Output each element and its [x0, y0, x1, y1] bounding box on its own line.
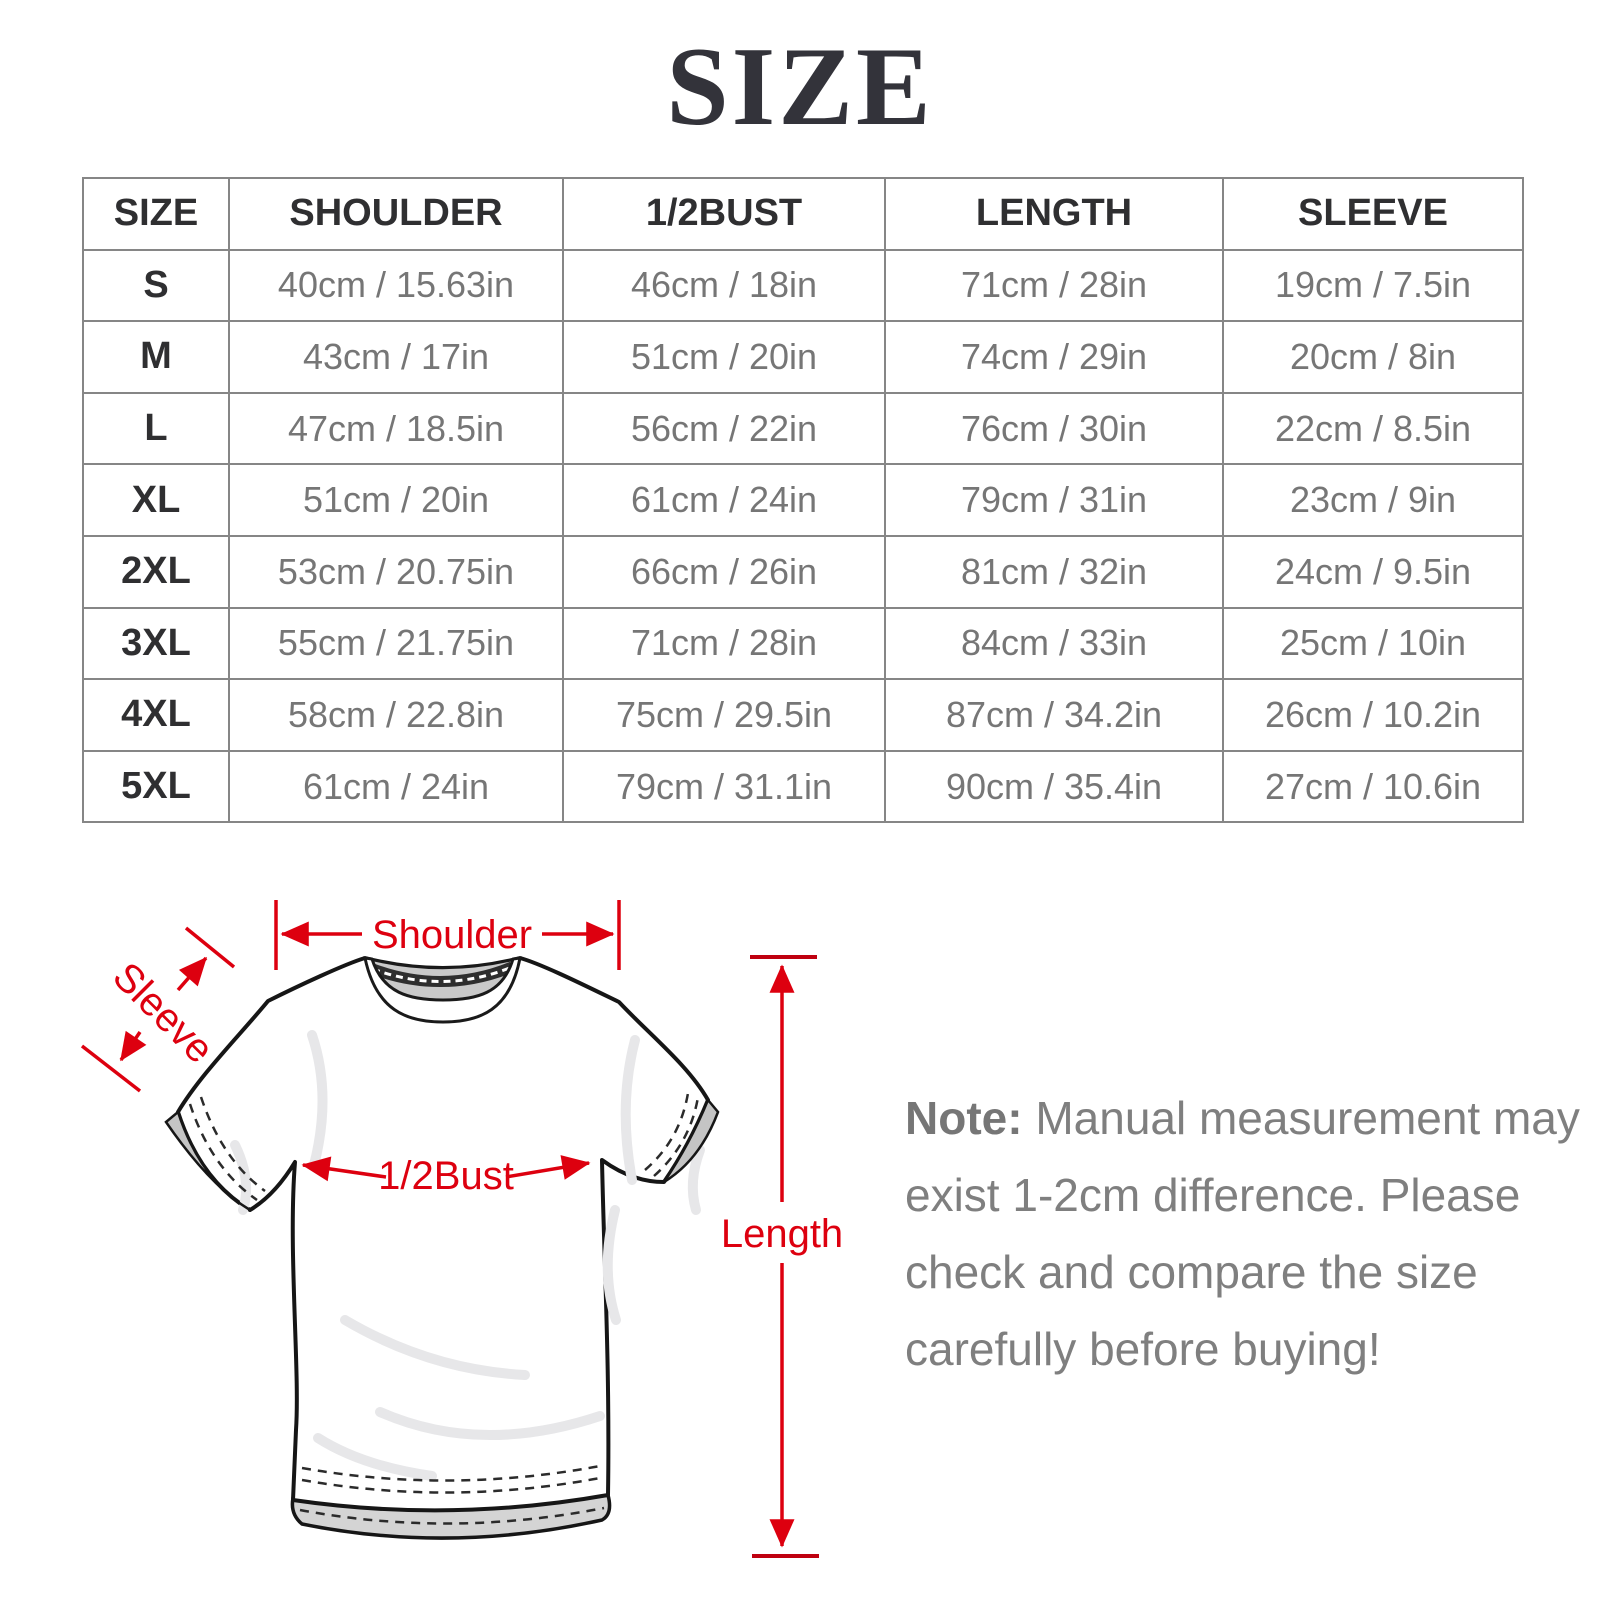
table-row: [83, 250, 1523, 322]
page-title: SIZE: [666, 25, 934, 149]
measurement-cell: 20cm / 8in: [1223, 321, 1523, 393]
size-row-label: 3XL: [83, 608, 229, 680]
measurement-cell: 53cm / 20.75in: [229, 536, 563, 608]
size-measurement-table: [82, 177, 1524, 823]
size-row-label: S: [83, 250, 229, 322]
note-prefix: Note:: [905, 1092, 1023, 1144]
sleeve-bottom-tick: [82, 1046, 140, 1091]
column-header: SHOULDER: [229, 178, 563, 250]
table-row: [83, 608, 1523, 680]
header-row: [83, 178, 1523, 250]
measurement-cell: 75cm / 29.5in: [563, 679, 885, 751]
measurement-cell: 26cm / 10.2in: [1223, 679, 1523, 751]
shoulder-measure: [276, 900, 619, 970]
measurement-cell: 79cm / 31.1in: [563, 751, 885, 823]
measurement-cell: 24cm / 9.5in: [1223, 536, 1523, 608]
note-line: exist 1-2cm difference. Please: [905, 1169, 1521, 1221]
half-bust-label: 1/2Bust: [378, 1154, 514, 1198]
table-body: [83, 250, 1523, 823]
note-line: check and compare the size: [905, 1246, 1478, 1298]
measurement-cell: 19cm / 7.5in: [1223, 250, 1523, 322]
measurement-cell: 90cm / 35.4in: [885, 751, 1223, 823]
measurement-cell: 66cm / 26in: [563, 536, 885, 608]
measurement-cell: 27cm / 10.6in: [1223, 751, 1523, 823]
measurement-cell: 81cm / 32in: [885, 536, 1223, 608]
measurement-cell: 46cm / 18in: [563, 250, 885, 322]
measurement-cell: 79cm / 31in: [885, 464, 1223, 536]
measurement-cell: 43cm / 17in: [229, 321, 563, 393]
sleeve-arrow-up: [178, 958, 206, 990]
table-row: [83, 464, 1523, 536]
sleeve-top-tick: [186, 928, 234, 967]
shoulder-label: Shoulder: [371, 913, 533, 957]
table-row: [83, 321, 1523, 393]
measurement-cell: 40cm / 15.63in: [229, 250, 563, 322]
sleeve-arrow-down: [121, 1032, 140, 1060]
column-header: LENGTH: [885, 178, 1223, 250]
sleeve-label: Sleeve: [104, 954, 222, 1072]
measurement-cell: 51cm / 20in: [229, 464, 563, 536]
tshirt-illustration: [166, 958, 718, 1538]
measurement-cell: 55cm / 21.75in: [229, 608, 563, 680]
table-header: [83, 178, 1523, 250]
column-header: 1/2BUST: [563, 178, 885, 250]
note-line: Note: Manual measurement may: [905, 1092, 1580, 1144]
size-row-label: 5XL: [83, 751, 229, 823]
measurement-cell: 47cm / 18.5in: [229, 393, 563, 465]
length-label: Length: [720, 1212, 844, 1256]
measurement-cell: 76cm / 30in: [885, 393, 1223, 465]
table-row: [83, 679, 1523, 751]
measurement-note: [905, 1080, 1580, 1388]
measurement-cell: 58cm / 22.8in: [229, 679, 563, 751]
measurement-cell: 74cm / 29in: [885, 321, 1223, 393]
tshirt-measurement-diagram: [60, 850, 920, 1600]
measurement-cell: 61cm / 24in: [563, 464, 885, 536]
size-row-label: 4XL: [83, 679, 229, 751]
measurement-cell: 22cm / 8.5in: [1223, 393, 1523, 465]
table-row: [83, 393, 1523, 465]
measurement-cell: 56cm / 22in: [563, 393, 885, 465]
measurement-cell: 25cm / 10in: [1223, 608, 1523, 680]
measurement-cell: 23cm / 9in: [1223, 464, 1523, 536]
table-row: [83, 536, 1523, 608]
table-row: [83, 751, 1523, 823]
column-header: SIZE: [83, 178, 229, 250]
length-measure: [721, 957, 843, 1556]
measurement-cell: 84cm / 33in: [885, 608, 1223, 680]
column-header: SLEEVE: [1223, 178, 1523, 250]
measurement-cell: 51cm / 20in: [563, 321, 885, 393]
measurement-cell: 87cm / 34.2in: [885, 679, 1223, 751]
size-row-label: L: [83, 393, 229, 465]
measurement-cell: 71cm / 28in: [885, 250, 1223, 322]
note-line: carefully before buying!: [905, 1323, 1381, 1375]
measurement-cell: 61cm / 24in: [229, 751, 563, 823]
size-row-label: XL: [83, 464, 229, 536]
size-row-label: M: [83, 321, 229, 393]
size-row-label: 2XL: [83, 536, 229, 608]
measurement-cell: 71cm / 28in: [563, 608, 885, 680]
